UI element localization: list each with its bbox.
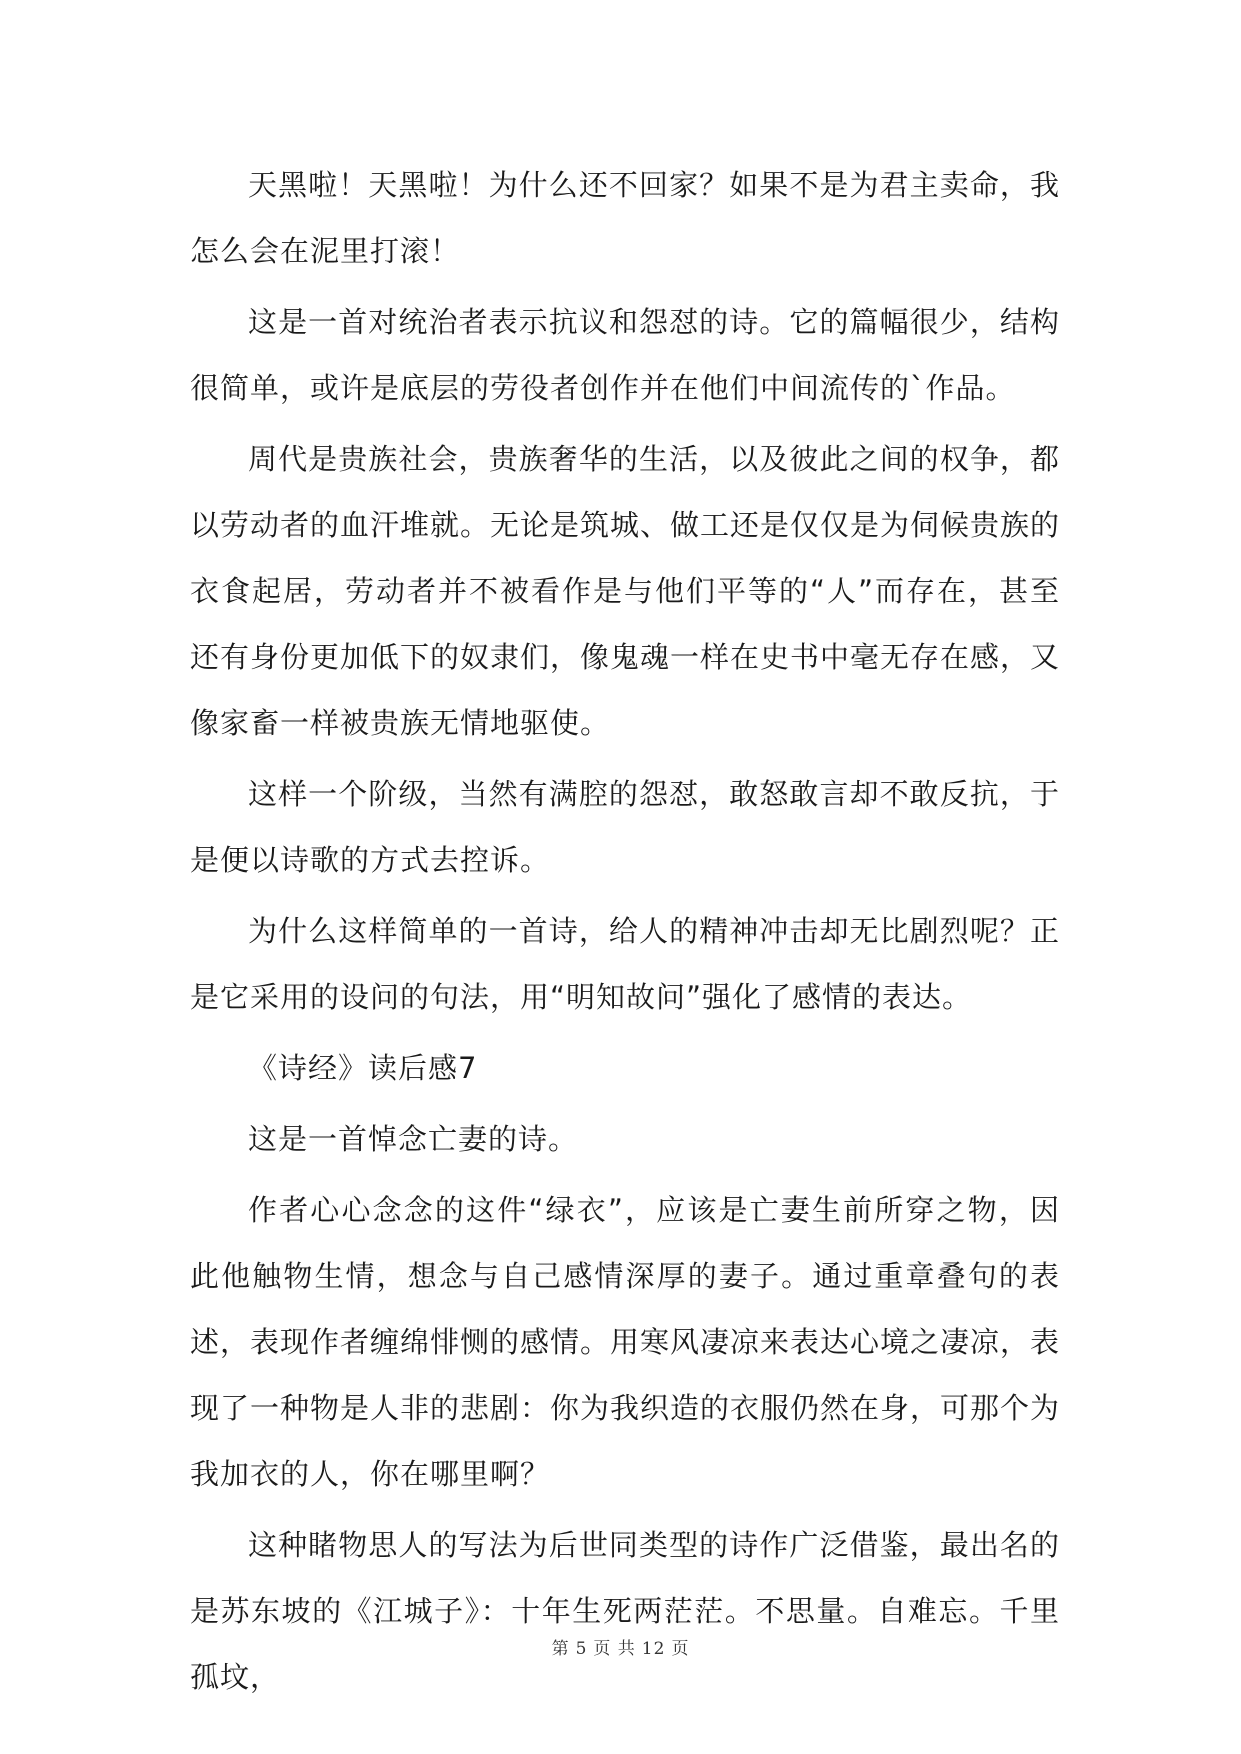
paragraph: 作者心心念念的这件“绿衣”，应该是亡妻生前所穿之物，因此他触物生情，想念与自己感情深厚的妻子。通过重章叠句的表述，表现作者缠绵悱恻的感情。用寒风凄凉来表达心境之凄凉，表现了一种物是人非的悲剧：你为我织造的衣服仍然在身，可那个为我加衣的人，你在哪里啊？	[190, 1193, 1061, 1491]
footer-suffix: 页	[671, 1639, 690, 1659]
paragraph: 为什么这样简单的一首诗，给人的精神冲击却无比剧烈呢？正是它采用的设问的句法，用“明知故问”强化了感情的表达。	[190, 914, 1060, 1014]
paragraph: 这是一首悼念亡妻的诗。	[248, 1122, 579, 1156]
footer-page-number: 5	[575, 1639, 588, 1659]
paragraph: 天黑啦！天黑啦！为什么还不回家？如果不是为君主卖命，我怎么会在泥里打滚！	[190, 168, 1060, 268]
page-footer	[0, 1634, 1241, 1659]
paragraph: 这样一个阶级，当然有满腔的怨怼，敢怒敢言却不敢反抗，于是便以诗歌的方式去控诉。	[190, 777, 1060, 877]
footer-prefix: 第	[551, 1639, 570, 1659]
paragraph: 这是一首对统治者表示抗议和怨怼的诗。它的篇幅很少，结构很简单，或许是底层的劳役者创作并在他们中间流传的`作品。	[190, 305, 1060, 405]
footer-middle: 页 共	[593, 1639, 636, 1659]
paragraph: 这种睹物思人的写法为后世同类型的诗作广泛借鉴，最出名的是苏东坡的《江城子》：十年生死两茫茫。不思量。自难忘。千里孤坟，	[190, 1528, 1060, 1694]
document-body	[190, 152, 1060, 1715]
section-heading: 《诗经》读后感7	[248, 1051, 478, 1085]
paragraph: 周代是贵族社会，贵族奢华的生活，以及彼此之间的权争，都以劳动者的血汗堆就。无论是筑城、做工还是仅仅是为伺候贵族的衣食起居，劳动者并不被看作是与他们平等的“人”而存在，甚至还有身份更加低下的奴隶们，像鬼魂一样在史书中毫无存在感，又像家畜一样被贵族无情地驱使。	[190, 442, 1061, 740]
footer-total-pages: 12	[641, 1639, 666, 1659]
